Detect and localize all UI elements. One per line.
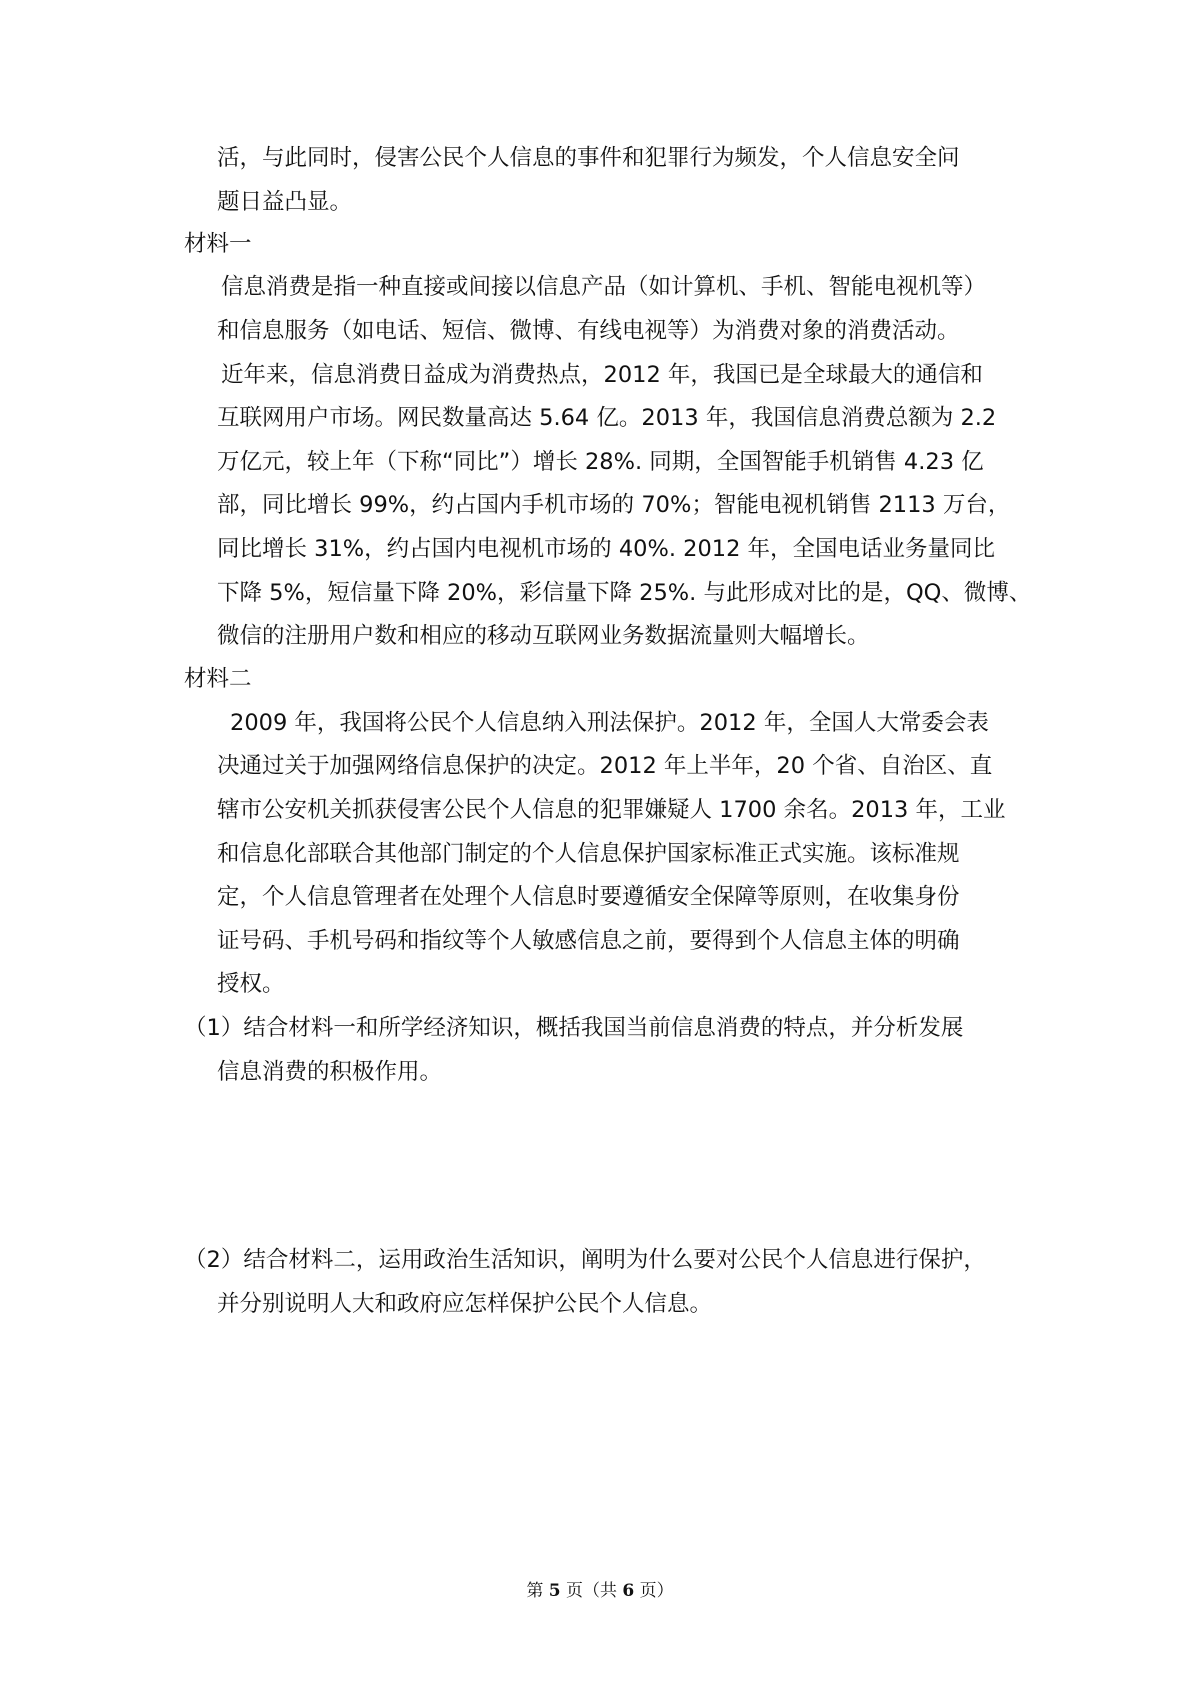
footer-total-pages: 6	[622, 1581, 635, 1601]
material2-line-5: 定，个人信息管理者在处理个人信息时要遵循安全保障等原则，在收集身份	[217, 884, 960, 910]
footer-prefix: 第	[526, 1581, 549, 1601]
intro-line-1: 活，与此同时，侵害公民个人信息的事件和犯罪行为频发，个人信息安全问	[217, 145, 960, 171]
material1-line-6: 部，同比增长 99%，约占国内手机市场的 70%；智能电视机销售 2113 万台，	[217, 492, 1011, 518]
footer-page-number: 5	[548, 1581, 561, 1601]
material1-line-2: 和信息服务（如电话、短信、微博、有线电视等）为消费对象的消费活动。	[217, 318, 960, 344]
question2-line-1: （2）结合材料二，运用政治生活知识，阐明为什么要对公民个人信息进行保护，	[184, 1247, 986, 1273]
footer-suffix: 页）	[634, 1581, 674, 1601]
material1-line-3: 近年来，信息消费日益成为消费热点，2012 年，我国已是全球最大的通信和	[221, 362, 983, 388]
material1-line-8: 下降 5%，短信量下降 20%，彩信量下降 25%. 与此形成对比的是，QQ、微博、	[217, 580, 1032, 606]
material1-line-7: 同比增长 31%，约占国内电视机市场的 40%. 2012 年，全国电话业务量同比	[217, 536, 996, 562]
question1-line-1: （1）结合材料一和所学经济知识，概括我国当前信息消费的特点，并分析发展	[184, 1015, 964, 1041]
material1-line-5: 万亿元，较上年（下称“同比”）增长 28%. 同期，全国智能手机销售 4.23 亿	[217, 449, 984, 475]
material2-line-3: 辖市公安机关抓获侵害公民个人信息的犯罪嫌疑人 1700 余名。2013 年，工业	[217, 797, 1006, 823]
question2-line-2: 并分别说明人大和政府应怎样保护公民个人信息。	[217, 1291, 713, 1317]
material1-heading: 材料一	[184, 231, 252, 257]
material2-line-4: 和信息化部联合其他部门制定的个人信息保护国家标准正式实施。该标准规	[217, 841, 960, 867]
material2-line-1: 2009 年，我国将公民个人信息纳入刑法保护。2012 年，全国人大常委会表	[230, 710, 989, 736]
material1-line-9: 微信的注册用户数和相应的移动互联网业务数据流量则大幅增长。	[217, 623, 870, 649]
page-footer	[0, 1580, 1200, 1602]
intro-line-2: 题日益凸显。	[217, 189, 353, 215]
question1-line-2: 信息消费的积极作用。	[217, 1059, 443, 1085]
material1-line-4: 互联网用户市场。网民数量高达 5.64 亿。2013 年，我国信息消费总额为 2.2	[217, 405, 997, 431]
material2-line-6: 证号码、手机号码和指纹等个人敏感信息之前，要得到个人信息主体的明确	[217, 928, 960, 954]
footer-middle: 页（共	[560, 1581, 623, 1601]
material2-line-2: 决通过关于加强网络信息保护的决定。2012 年上半年，20 个省、自治区、直	[217, 753, 993, 779]
material1-line-1: 信息消费是指一种直接或间接以信息产品（如计算机、手机、智能电视机等）	[221, 274, 987, 300]
material2-line-7: 授权。	[217, 971, 285, 997]
material2-heading: 材料二	[184, 666, 252, 692]
